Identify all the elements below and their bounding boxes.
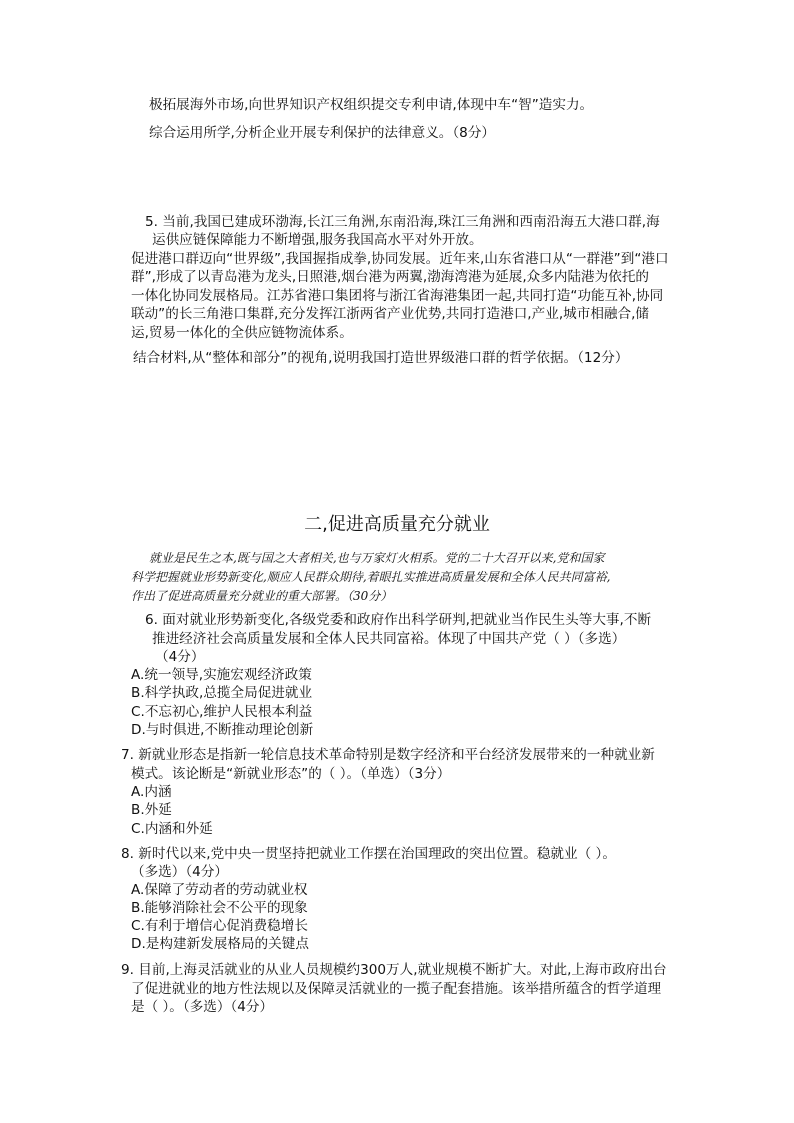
q6-stem-line-1: 6. 面对就业形势新变化,各级党委和政府作出科学研判,把就业当作民生头等大事,不断 [145, 612, 652, 628]
section-intro-line-2: 科学把握就业形势新变化,顺应人民群众期待,着眼扎实推进高质量发展和全体人民共同富裕, [131, 570, 611, 584]
q6-stem-line-3: （4分） [155, 649, 205, 665]
section-intro-line-3: 作出了促进高质量充分就业的重大部署。（30分） [131, 589, 393, 603]
q9-stem-line-1: 9. 目前,上海灵活就业的从业人员规模约300万人,就业规模不断扩大。对此,上海市政府出台 [121, 962, 667, 978]
q6-option-d: D.与时俱进,不断推动理论创新 [131, 722, 314, 738]
q6-option-b: B.科学执政,总揽全局促进就业 [131, 685, 313, 701]
q8-option-c: C.有利于增信心促消费稳增长 [131, 918, 308, 934]
q7-option-a: A.内涵 [131, 784, 172, 800]
q5-prompt: 结合材料,从“整体和部分”的视角,说明我国打造世界级港口群的哲学依据。（12分） [133, 350, 629, 366]
q5-stem-line-2: 运供应链保障能力不断增强,服务我国高水平对外开放。 [152, 232, 483, 248]
q6-option-c: C.不忘初心,维护人民根本利益 [131, 704, 313, 720]
q8-option-d: D.是构建新发展格局的关键点 [131, 936, 309, 952]
q6-option-a: A.统一领导,实施宏观经济政策 [131, 667, 312, 683]
q5-material-line-5: 运,贸易一体化的全供应链物流体系。 [131, 325, 353, 341]
q5-stem-line-1: 5. 当前,我国已建成环渤海,长江三角洲,东南沿海,珠江三角洲和西南沿海五大港口群,海 [145, 214, 660, 230]
section-title: 二,促进高质量充分就业 [304, 514, 490, 535]
q5-material-line-2: 群”,形成了以青岛港为龙头,日照港,烟台港为两翼,渤海湾港为延展,众多内陆港为依托的 [131, 269, 650, 285]
q8-option-a: A.保障了劳动者的劳动就业权 [131, 882, 308, 898]
q7-stem-line-2: 模式。该论断是“新就业形态”的（ ）。（单选）（3分） [131, 766, 451, 782]
q8-option-b: B.能够消除社会不公平的现象 [131, 900, 308, 916]
q5-material-line-3: 一体化协同发展格局。江苏省港口集团将与浙江省海港集团一起,共同打造“功能互补,协同 [131, 288, 664, 304]
section-intro-line-1: 就业是民生之本,既与国之大者相关,也与万家灯火相系。党的二十大召开以来,党和国家 [149, 551, 605, 565]
q6-stem-line-2: 推进经济社会高质量发展和全体人民共同富裕。体现了中国共产党（ ）（多选） [152, 631, 626, 647]
q7-option-c: C.内涵和外延 [131, 821, 213, 837]
q7-option-b: B.外延 [131, 802, 172, 818]
q9-stem-line-2: 了促进就业的地方性法规以及保障灵活就业的一揽子配套措施。该举措所蕴含的哲学道理 [131, 981, 662, 997]
q4-prompt: 综合运用所学,分析企业开展专利保护的法律意义。（8分） [149, 125, 496, 141]
q7-stem-line-1: 7. 新就业形态是指新一轮信息技术革命特别是数字经济和平台经济发展带来的一种就业新 [121, 747, 655, 763]
q8-stem-line-1: 8. 新时代以来,党中央一贯坚持把就业工作摆在治国理政的突出位置。稳就业（ ）。 [121, 846, 616, 862]
q8-stem-line-2: （多选）（4分） [131, 864, 229, 880]
q5-material-line-4: 联动”的长三角港口集群,充分发挥江浙两省产业优势,共同打造港口,产业,城市相融合,储 [131, 306, 650, 322]
q9-stem-line-3: 是（ ）。（多选）（4分） [131, 999, 274, 1015]
q5-material-line-1: 促进港口群迈向“世界级”,我国握指成拳,协同发展。近年来,山东省港口从“一群港”到“港口 [131, 251, 669, 267]
q4-material-line: 极拓展海外市场,向世界知识产权组织提交专利申请,体现中车“智”造实力。 [149, 97, 594, 113]
